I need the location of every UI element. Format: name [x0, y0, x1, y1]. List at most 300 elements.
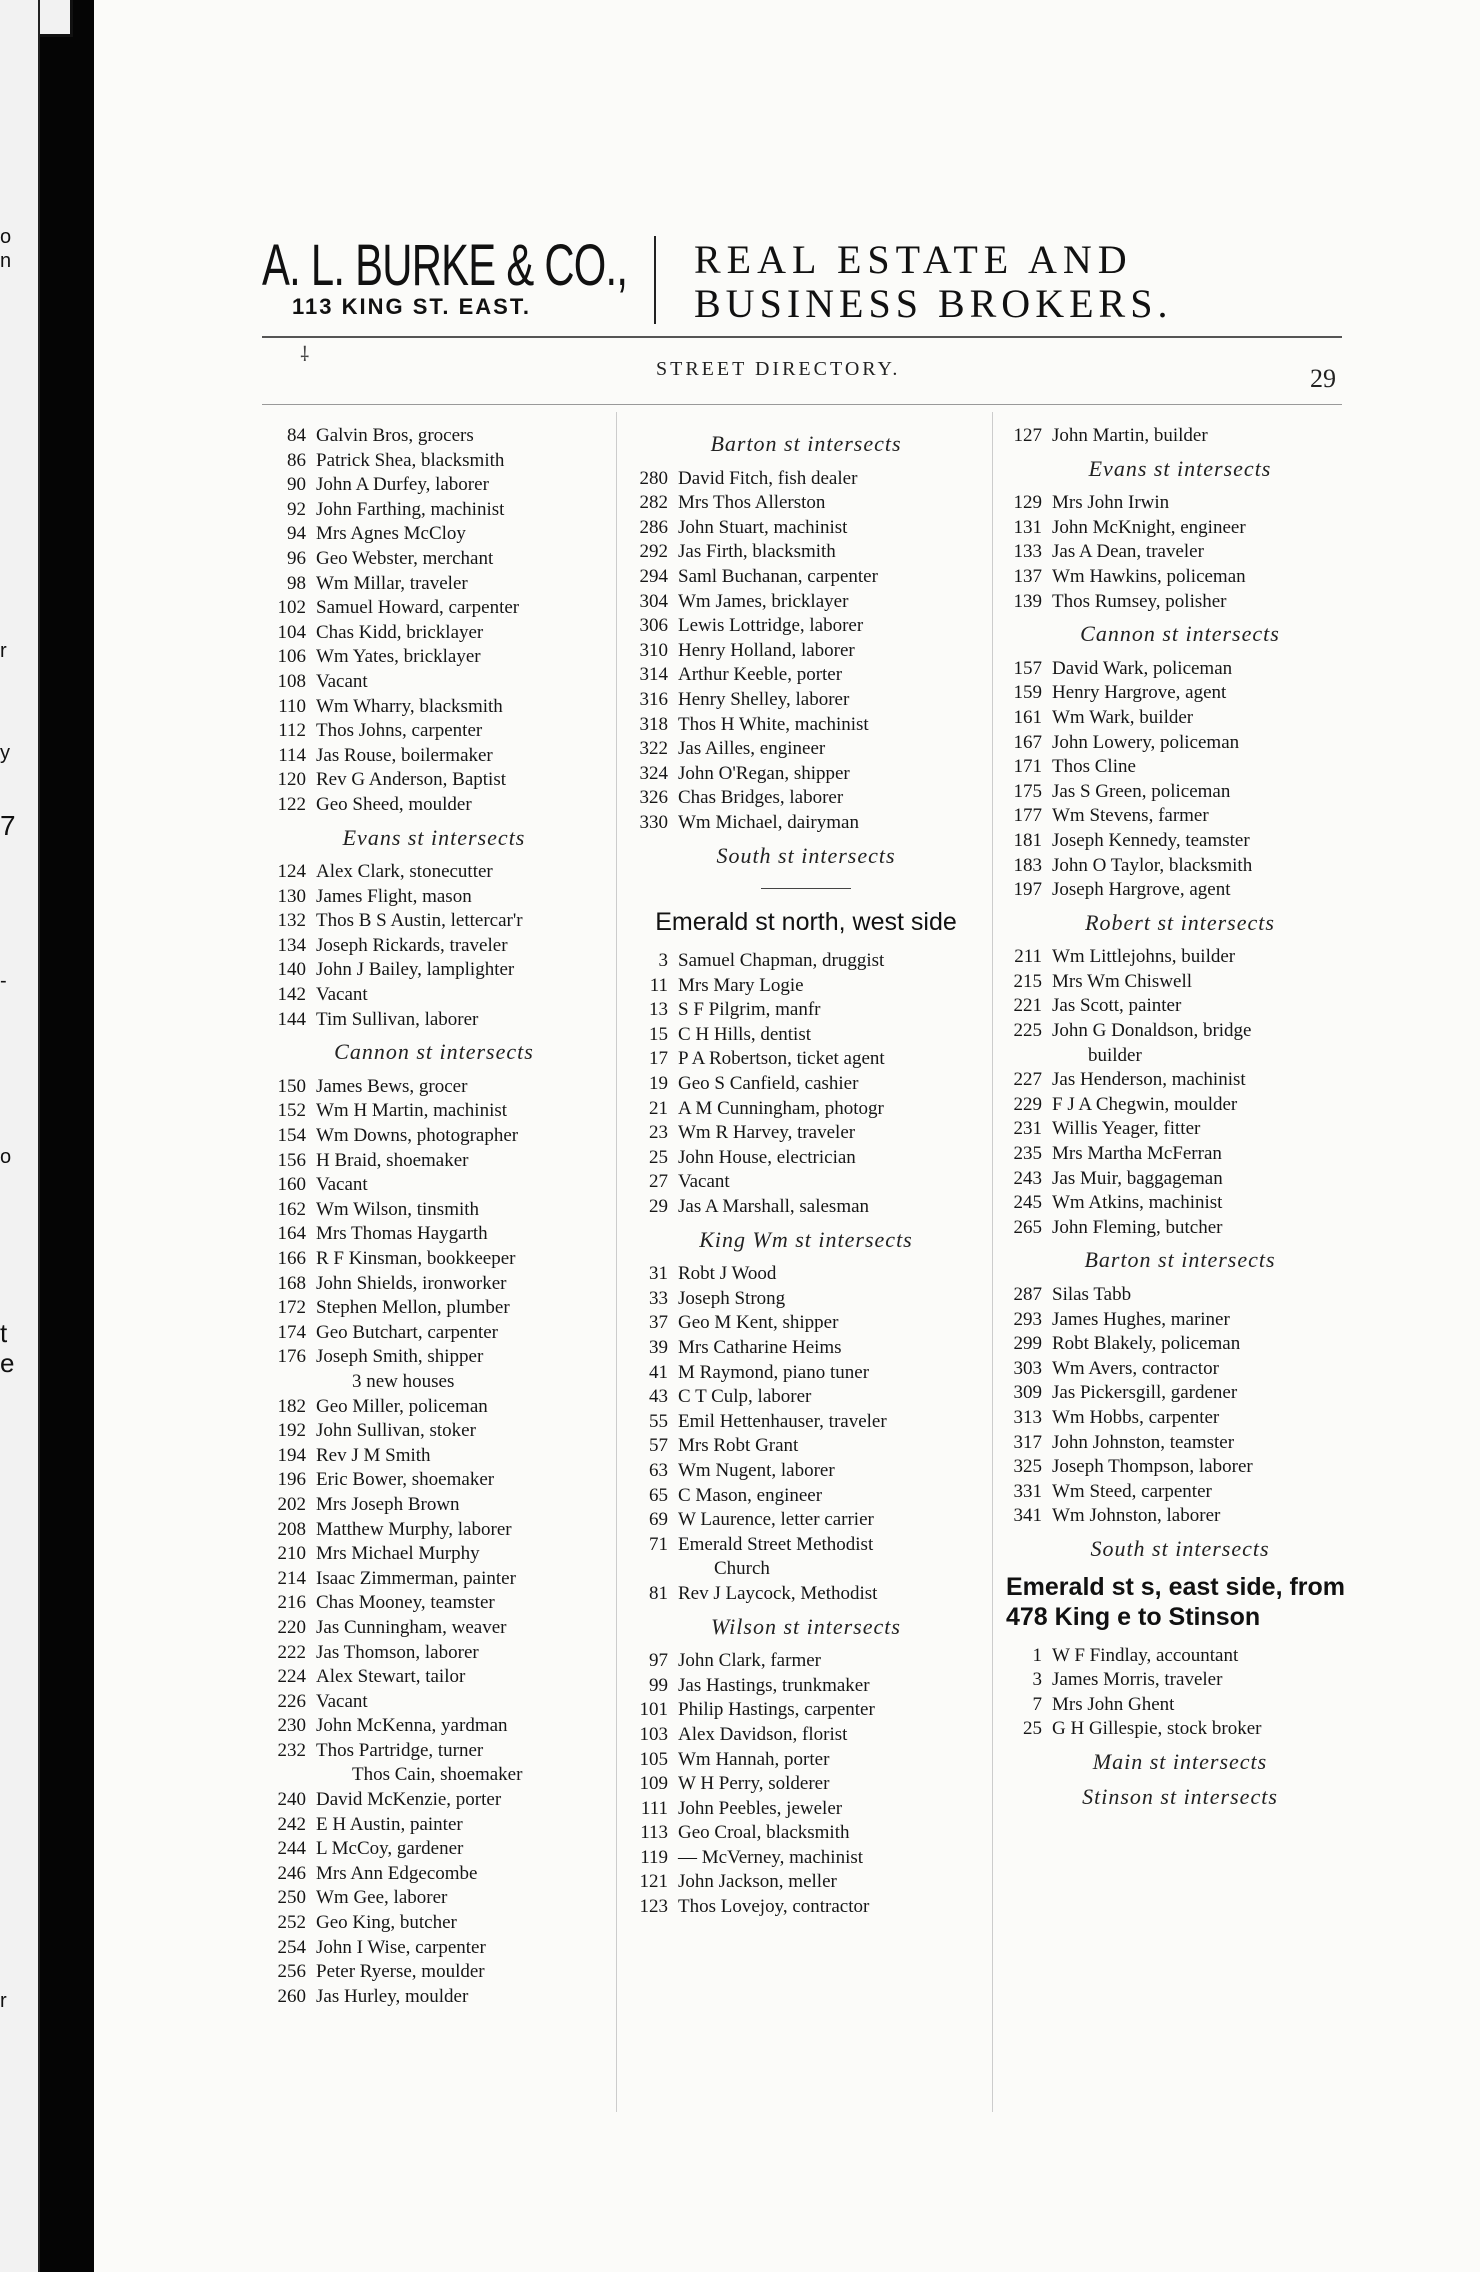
house-number: 140	[277, 959, 306, 981]
section-title: STREET DIRECTORY.	[656, 358, 901, 380]
directory-entry	[626, 998, 986, 1023]
house-number: 99	[649, 1674, 668, 1696]
firm-address: 113 KING ST. EAST.	[292, 294, 531, 319]
directory-entry	[264, 449, 604, 474]
resident-name: S F Pilgrim, manfr	[678, 999, 821, 1021]
resident-name: Mrs Martha McFerran	[1052, 1143, 1222, 1165]
house-number: 310	[639, 639, 668, 661]
house-number	[264, 1370, 316, 1395]
house-number: 181	[1013, 829, 1042, 851]
directory-entry	[1000, 657, 1360, 682]
resident-name: John Fleming, butcher	[1052, 1216, 1223, 1238]
resident-name: John Peebles, jeweler	[678, 1797, 843, 1819]
directory-entry	[1000, 1693, 1360, 1718]
house-number: 214	[277, 1567, 306, 1589]
house-number: 245	[1013, 1192, 1042, 1214]
house-number: 63	[649, 1459, 668, 1481]
directory-entry	[264, 1665, 604, 1690]
directory-entry	[1000, 1357, 1360, 1382]
house-number: 65	[649, 1484, 668, 1506]
page-number: 29	[1310, 364, 1336, 393]
resident-name: Tim Sullivan, laborer	[316, 1008, 479, 1030]
house-number: 299	[1013, 1333, 1042, 1355]
resident-name: Mrs Catharine Heims	[678, 1337, 842, 1358]
directory-entry	[1000, 1332, 1360, 1357]
resident-name: John Lowery, policeman	[1052, 731, 1240, 753]
house-number: 240	[277, 1789, 306, 1811]
resident-name: Alex Stewart, tailor	[316, 1666, 466, 1688]
house-number: 111	[640, 1797, 668, 1819]
directory-entry	[626, 762, 986, 787]
directory-entry	[626, 516, 986, 541]
directory-entry	[264, 1370, 604, 1395]
resident-name: Wm Wilson, tinsmith	[316, 1198, 480, 1220]
house-number: 235	[1013, 1143, 1042, 1165]
header-divider	[654, 236, 656, 324]
resident-name: John Johnston, teamster	[1052, 1431, 1235, 1453]
directory-entry	[626, 1023, 986, 1048]
house-number: 316	[639, 688, 668, 710]
directory-entry	[264, 1075, 604, 1100]
resident-name: Jas Muir, baggageman	[1052, 1167, 1223, 1189]
house-number: 37	[649, 1312, 668, 1334]
resident-name: Thos Cline	[1052, 756, 1136, 778]
house-number: 1	[1032, 1644, 1042, 1666]
directory-entry	[626, 1410, 986, 1435]
house-number: 157	[1013, 657, 1042, 679]
intersection-label: South st intersects	[716, 842, 896, 868]
house-number: 55	[649, 1410, 668, 1432]
resident-name: Wm Nugent, laborer	[678, 1459, 835, 1481]
house-number: 294	[639, 565, 668, 587]
resident-name: Vacant	[316, 984, 368, 1006]
directory-entry	[1000, 1167, 1360, 1192]
house-number: 134	[277, 934, 306, 956]
directory-entry	[264, 1272, 604, 1297]
directory-entry	[626, 1821, 986, 1846]
house-number: 293	[1013, 1308, 1042, 1330]
page-header	[262, 232, 1362, 342]
resident-name: R F Kinsman, bookkeeper	[316, 1248, 516, 1269]
margin-fragment: r	[0, 640, 7, 662]
resident-name: 3 new houses	[352, 1370, 455, 1392]
resident-name: John Jackson, meller	[678, 1871, 837, 1893]
house-number: 216	[277, 1592, 306, 1614]
directory-entry	[1000, 565, 1360, 590]
resident-name: John Sullivan, stoker	[316, 1420, 476, 1442]
street-heading: Emerald st s, east side, from 478 King e to Stinson	[1006, 1572, 1346, 1631]
directory-entry	[264, 934, 604, 959]
house-number: 254	[277, 1936, 306, 1958]
resident-name: A M Cunningham, photogr	[678, 1097, 884, 1119]
directory-entry	[1000, 829, 1360, 854]
house-number: 330	[639, 811, 668, 833]
intersection-label: South st intersects	[1090, 1535, 1270, 1561]
directory-entry	[1000, 1308, 1360, 1333]
directory-entry	[626, 1846, 986, 1871]
resident-name: John I Wise, carpenter	[316, 1936, 486, 1958]
directory-entry	[1000, 516, 1360, 541]
resident-name: Wm Steed, carpenter	[1052, 1480, 1212, 1502]
house-number: 105	[639, 1748, 668, 1770]
resident-name: Wm Littlejohns, builder	[1052, 946, 1236, 968]
house-number: 322	[639, 738, 668, 760]
house-number: 3	[658, 950, 668, 972]
resident-name: John Shields, ironworker	[316, 1272, 507, 1294]
house-number: 244	[277, 1838, 306, 1860]
directory-entry	[264, 1321, 604, 1346]
directory-entry	[626, 639, 986, 664]
directory-entry	[1000, 1044, 1360, 1069]
directory-entry	[1000, 424, 1360, 449]
house-number: 69	[649, 1509, 668, 1531]
house-number: 98	[287, 572, 306, 594]
house-number: 341	[1013, 1505, 1042, 1527]
house-number: 90	[287, 474, 306, 496]
house-number: 232	[277, 1739, 306, 1761]
resident-name: Rev J M Smith	[316, 1444, 431, 1466]
intersection-label: Stinson st intersects	[1082, 1783, 1278, 1809]
house-number: 103	[639, 1723, 668, 1745]
intersection-label: Main st intersects	[1092, 1748, 1268, 1774]
house-number: 3	[1032, 1669, 1042, 1691]
resident-name: Isaac Zimmerman, painter	[316, 1567, 516, 1589]
house-number: 71	[649, 1533, 668, 1555]
house-number: 33	[649, 1287, 668, 1309]
directory-entry	[264, 793, 604, 818]
house-number: 7	[1032, 1693, 1042, 1715]
directory-entry	[264, 860, 604, 885]
directory-entry	[264, 983, 604, 1008]
resident-name: Mrs Joseph Brown	[316, 1493, 460, 1515]
resident-name: Peter Ryerse, moulder	[316, 1961, 485, 1983]
house-number: 242	[277, 1813, 306, 1835]
directory-entry	[626, 688, 986, 713]
directory-entry	[1000, 1504, 1360, 1529]
directory-entry	[264, 695, 604, 720]
directory-entry	[626, 974, 986, 999]
house-number: 280	[639, 467, 668, 489]
directory-entry	[264, 1444, 604, 1469]
directory-entry	[1000, 1431, 1360, 1456]
resident-name: Stephen Mellon, plumber	[316, 1297, 510, 1319]
house-number: 17	[649, 1048, 668, 1070]
house-number: 11	[649, 974, 668, 996]
resident-name: Wm H Martin, machinist	[316, 1100, 508, 1122]
resident-name: John Clark, farmer	[678, 1650, 821, 1672]
house-number: 168	[277, 1272, 306, 1294]
directory-entry	[626, 737, 986, 762]
house-number: 101	[639, 1699, 668, 1721]
street-heading: Emerald st north, west side	[655, 908, 957, 937]
intersection-label: Cannon st intersects	[1080, 621, 1280, 647]
resident-name: Geo M Kent, shipper	[678, 1312, 839, 1334]
resident-name: Joseph Thompson, laborer	[1052, 1456, 1253, 1478]
directory-entry	[626, 1459, 986, 1484]
directory-entry	[626, 1484, 986, 1509]
directory-entry	[626, 1434, 986, 1459]
resident-name: C T Culp, laborer	[678, 1386, 812, 1408]
resident-name: Wm Yates, bricklayer	[316, 646, 481, 668]
directory-entry	[264, 1173, 604, 1198]
house-number: 287	[1013, 1284, 1042, 1305]
column-divider	[616, 412, 617, 2112]
house-number: 314	[639, 664, 668, 686]
house-number: 317	[1013, 1431, 1042, 1453]
tagline-line-2: BUSINESS BROKERS.	[694, 281, 1173, 326]
resident-name: Galvin Bros, grocers	[316, 425, 474, 446]
directory-entry	[1000, 1117, 1360, 1142]
house-number: 172	[277, 1297, 306, 1319]
resident-name: John A Durfey, laborer	[316, 474, 489, 496]
margin-fragment: e	[0, 1348, 15, 1378]
resident-name: Jas Scott, painter	[1052, 995, 1182, 1017]
resident-name: Wm Michael, dairyman	[678, 811, 859, 833]
directory-entry	[1000, 945, 1360, 970]
directory-entry	[264, 670, 604, 695]
directory-entry	[264, 1247, 604, 1272]
directory-entry	[626, 1674, 986, 1699]
house-number: 25	[1023, 1718, 1042, 1740]
house-number: 81	[649, 1582, 668, 1604]
resident-name: Jas Cunningham, weaver	[316, 1616, 507, 1638]
directory-entry	[1000, 491, 1360, 516]
directory-entry	[626, 1870, 986, 1895]
house-number: 41	[649, 1361, 668, 1383]
directory-entry	[264, 1296, 604, 1321]
directory-entry	[626, 713, 986, 738]
resident-name: David Fitch, fish dealer	[678, 467, 858, 489]
resident-name: Arthur Keeble, porter	[678, 664, 843, 686]
house-number: 27	[649, 1171, 668, 1193]
resident-name: John J Bailey, lamplighter	[316, 959, 515, 981]
house-number: 282	[639, 492, 668, 514]
resident-name: Thos Johns, carpenter	[316, 720, 483, 742]
resident-name: Wm Hannah, porter	[678, 1748, 830, 1770]
directory-entry	[264, 1149, 604, 1174]
house-number: 175	[1013, 780, 1042, 802]
intersection-label: Evans st intersects	[342, 824, 526, 850]
resident-name: Wm Hawkins, policeman	[1052, 565, 1246, 587]
resident-name: Jas A Marshall, salesman	[678, 1196, 870, 1218]
resident-name: Geo King, butcher	[316, 1912, 457, 1934]
house-number: 159	[1013, 682, 1042, 704]
directory-entry	[264, 1813, 604, 1838]
resident-name: Chas Kidd, bricklayer	[316, 621, 484, 643]
directory-entry	[264, 1763, 604, 1788]
resident-name: builder	[1088, 1044, 1142, 1066]
directory-entry	[1000, 804, 1360, 829]
directory-entry	[264, 958, 604, 983]
directory-entry	[1000, 994, 1360, 1019]
resident-name: Mrs Thos Allerston	[678, 492, 826, 514]
resident-name: Geo Butchart, carpenter	[316, 1321, 498, 1343]
house-number: 183	[1013, 854, 1042, 876]
directory-entry	[264, 1493, 604, 1518]
directory-entry	[1000, 706, 1360, 731]
house-number: 144	[277, 1008, 306, 1030]
house-number: 21	[649, 1097, 668, 1119]
house-number: 227	[1013, 1069, 1042, 1091]
house-number: 29	[649, 1196, 668, 1218]
resident-name: Robt Blakely, policeman	[1052, 1333, 1241, 1355]
resident-name: Jas Thomson, laborer	[316, 1641, 479, 1663]
resident-name: David Wark, policeman	[1052, 657, 1233, 679]
directory-entry	[626, 1047, 986, 1072]
directory-entry	[626, 1895, 986, 1920]
house-number: 252	[277, 1912, 306, 1934]
resident-name: Wm Stevens, farmer	[1052, 805, 1209, 827]
house-number: 114	[278, 744, 306, 766]
resident-name: Robt J Wood	[678, 1263, 777, 1285]
directory-entry	[264, 522, 604, 547]
house-number: 182	[277, 1395, 306, 1417]
directory-entry	[626, 614, 986, 639]
directory-column-2	[626, 424, 986, 1920]
resident-name: Wm Hobbs, carpenter	[1052, 1406, 1220, 1428]
house-number: 110	[278, 695, 306, 717]
directory-entry	[264, 719, 604, 744]
directory-entry	[1000, 1717, 1360, 1742]
intersection-label: Evans st intersects	[1088, 455, 1272, 481]
directory-entry	[264, 645, 604, 670]
house-number: 246	[277, 1862, 306, 1884]
resident-name: Jas Hurley, moulder	[316, 1985, 469, 2007]
house-number: 221	[1013, 995, 1042, 1017]
house-number: 210	[277, 1543, 306, 1565]
resident-name: Jas Firth, blacksmith	[678, 541, 836, 563]
resident-name: Joseph Hargrove, agent	[1052, 879, 1231, 901]
resident-name: Henry Shelley, laborer	[678, 688, 850, 710]
house-number: 326	[639, 787, 668, 809]
house-number	[626, 1557, 678, 1582]
resident-name: L McCoy, gardener	[316, 1838, 464, 1860]
resident-name: Silas Tabb	[1052, 1284, 1132, 1305]
directory-entry	[626, 1385, 986, 1410]
directory-entry	[626, 491, 986, 516]
directory-entry	[626, 1121, 986, 1146]
directory-entry	[1000, 1455, 1360, 1480]
margin-fragment: -	[0, 970, 7, 992]
house-number: 250	[277, 1887, 306, 1909]
house-number: 325	[1013, 1456, 1042, 1478]
resident-name: Thos Rumsey, polisher	[1052, 590, 1227, 612]
intersection-label: Wilson st intersects	[711, 1613, 901, 1639]
directory-entry	[1000, 854, 1360, 879]
house-number: 96	[287, 547, 306, 569]
intersection-label: King Wm st intersects	[699, 1226, 913, 1252]
resident-name: Mrs Robt Grant	[678, 1435, 799, 1457]
house-number: 286	[639, 516, 668, 538]
resident-name: Mrs John Ghent	[1052, 1693, 1175, 1715]
directory-entry	[1000, 1283, 1360, 1308]
house-number: 142	[277, 984, 306, 1006]
house-number: 94	[287, 523, 306, 545]
resident-name: Henry Hargrove, agent	[1052, 682, 1227, 704]
resident-name: W H Perry, solderer	[678, 1773, 830, 1795]
directory-entry	[1000, 755, 1360, 780]
directory-column-1	[264, 424, 604, 2009]
house-number: 104	[277, 621, 306, 643]
adjacent-page-strip	[0, 0, 40, 2272]
house-number: 13	[649, 999, 668, 1021]
house-number: 23	[649, 1122, 668, 1144]
resident-name: Geo S Canfield, cashier	[678, 1073, 859, 1095]
resident-name: Mrs Michael Murphy	[316, 1543, 480, 1565]
resident-name: Emil Hettenhauser, traveler	[678, 1410, 887, 1432]
resident-name: Thos Cain, shoemaker	[352, 1764, 523, 1786]
directory-entry	[264, 1567, 604, 1592]
resident-name: Chas Bridges, laborer	[678, 787, 844, 809]
directory-entry	[626, 1311, 986, 1336]
resident-name: Vacant	[316, 670, 368, 692]
directory-entry	[1000, 540, 1360, 565]
house-number: 129	[1013, 492, 1042, 514]
directory-entry	[626, 663, 986, 688]
directory-entry	[1000, 731, 1360, 756]
directory-entry	[626, 1262, 986, 1287]
directory-entry	[264, 1518, 604, 1543]
directory-entry	[264, 1198, 604, 1223]
house-number: 166	[277, 1248, 306, 1269]
directory-entry	[264, 1008, 604, 1033]
house-number: 167	[1013, 731, 1042, 753]
directory-entry	[1000, 1142, 1360, 1167]
resident-name: Jas A Dean, traveler	[1052, 541, 1204, 563]
house-number	[264, 1763, 316, 1788]
margin-fragment: 7	[0, 810, 16, 841]
resident-name: Patrick Shea, blacksmith	[316, 449, 505, 471]
house-number: 86	[287, 449, 306, 471]
house-number: 137	[1013, 565, 1042, 587]
house-number: 156	[277, 1149, 306, 1171]
directory-entry	[264, 1222, 604, 1247]
margin-fragment: o	[0, 1146, 12, 1168]
directory-entry	[1000, 1191, 1360, 1216]
directory-entry	[264, 1468, 604, 1493]
directory-entry	[626, 811, 986, 836]
resident-name: John G Donaldson, bridge	[1052, 1020, 1252, 1042]
directory-entry	[264, 1542, 604, 1567]
resident-name: Jas Pickersgill, gardener	[1052, 1382, 1238, 1404]
resident-name: Wm Wharry, blacksmith	[316, 695, 503, 717]
house-number: 260	[277, 1985, 306, 2007]
resident-name: Mrs Thomas Haygarth	[316, 1223, 488, 1245]
house-number: 131	[1013, 516, 1042, 538]
directory-entry	[626, 1698, 986, 1723]
resident-name: E H Austin, painter	[316, 1813, 463, 1835]
resident-name: John O Taylor, blacksmith	[1052, 854, 1253, 876]
resident-name: W F Findlay, accountant	[1052, 1644, 1239, 1666]
house-number: 160	[277, 1174, 306, 1196]
directory-entry	[1000, 1381, 1360, 1406]
resident-name: Joseph Smith, shipper	[316, 1346, 484, 1368]
house-number: 194	[277, 1444, 306, 1466]
house-number: 230	[277, 1715, 306, 1737]
house-number: 171	[1013, 756, 1042, 778]
directory-entry	[626, 467, 986, 492]
resident-name: Church	[714, 1558, 770, 1580]
resident-name: Wm Gee, laborer	[316, 1887, 448, 1909]
resident-name: Mrs Agnes McCloy	[316, 523, 466, 545]
resident-name: Joseph Rickards, traveler	[316, 934, 508, 956]
house-number: 39	[649, 1337, 668, 1358]
house-number: 256	[277, 1961, 306, 1983]
resident-name: Rev G Anderson, Baptist	[316, 769, 506, 791]
resident-name: Alex Clark, stonecutter	[316, 861, 493, 883]
house-number: 222	[277, 1641, 306, 1663]
margin-fragment: n	[0, 250, 12, 272]
